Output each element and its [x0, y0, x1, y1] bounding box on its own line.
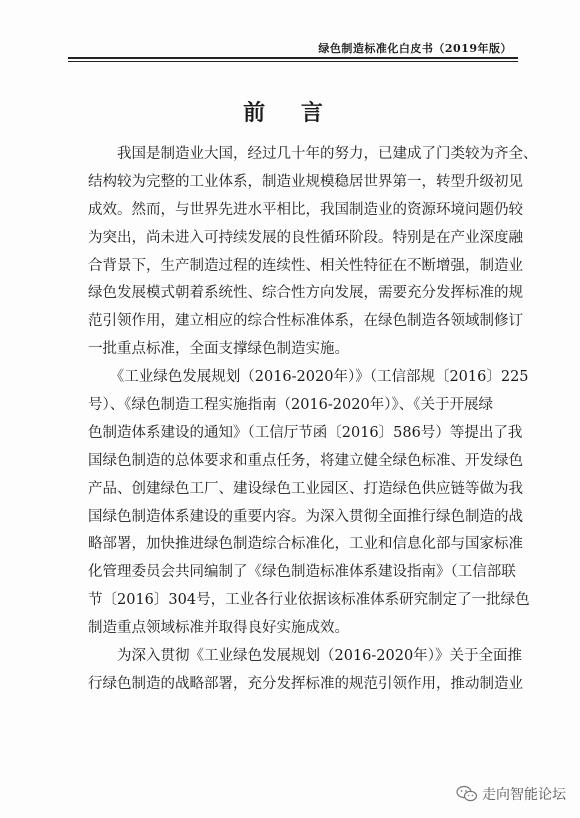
- text-line: 节〔2016〕304号，工业各行业依据该标准体系研究制定了一批绿色: [88, 592, 530, 609]
- watermark: [456, 784, 566, 804]
- text-line: 合背景下，生产制造过程的连续性、相关性特征在不断增强，制造业: [88, 257, 523, 274]
- body-text: [88, 141, 538, 699]
- text-line: 国绿色制造体系建设的重要内容。为深入贯彻全面推行绿色制造的战: [88, 508, 523, 525]
- header-rule-thin: [68, 61, 518, 62]
- text-line: 范引领作用，建立相应的综合性标准体系，在绿色制造各领域制修订: [88, 313, 523, 330]
- text-line: 一批重点标准，全面支撑绿色制造实施。: [88, 341, 349, 358]
- text-line: 行绿色制造的战略部署，充分发挥标准的规范引领作用，推动制造业: [88, 675, 523, 692]
- text-line: 化管理委员会共同编制了《绿色制造标准体系建设指南》（工信部联: [88, 564, 516, 581]
- text-line: 为突出，尚未进入可持续发展的良性循环阶段。特别是在产业深度融: [88, 229, 523, 246]
- text-line: 产品、创建绿色工厂、建设绿色工业园区、打造绿色供应链等做为我: [88, 480, 523, 497]
- watermark-text: 走向智能论坛: [482, 787, 566, 803]
- text-line: 我国是制造业大国，经过几十年的努力，已建成了门类较为齐全、: [88, 146, 538, 162]
- text-line: 国绿色制造的总体要求和重点任务，将建立健全绿色标准、开发绿色: [88, 452, 523, 469]
- text-line: 为深入贯彻《工业绿色发展规划（2016-2020年）》关于全面推: [88, 648, 522, 665]
- text-line: 绿色发展模式朝着系统性、综合性方向发展，需要充分发挥标准的规: [88, 285, 523, 302]
- running-header: 绿色制造标准化白皮书（2019年版）: [318, 42, 512, 55]
- page-title: 前 言: [243, 100, 337, 126]
- text-line: 结构较为完整的工业体系，制造业规模稳居世界第一，转型升级初见: [88, 173, 523, 190]
- header-rule: [68, 57, 518, 59]
- text-line: 制造重点领域标准并取得良好实施成效。: [88, 620, 349, 637]
- text-line: 色制造体系建设的通知》（工信厅节函〔2016〕586号）等提出了我: [88, 424, 523, 441]
- text-line: 《工业绿色发展规划（2016-2020年）》（工信部规〔2016〕225: [88, 369, 529, 386]
- text-line: 号）、《绿色制造工程实施指南（2016-2020年）》、《关于开展绿: [88, 397, 493, 414]
- text-line: 略部署，加快推进绿色制造综合标准化，工业和信息化部与国家标准: [88, 536, 523, 553]
- text-line: 成效。然而，与世界先进水平相比，我国制造业的资源环境问题仍较: [88, 201, 523, 218]
- wechat-icon: [456, 785, 478, 803]
